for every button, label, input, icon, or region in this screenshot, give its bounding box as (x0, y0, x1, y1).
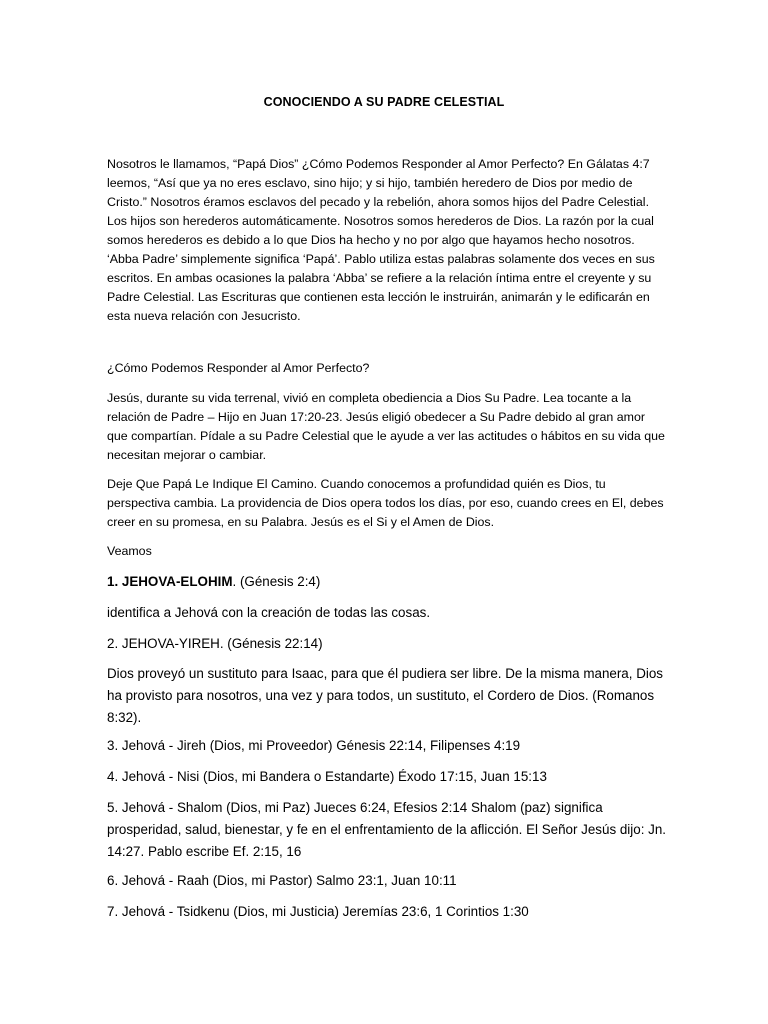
item-7: 7. Jehová - Tsidkenu (Dios, mi Justicia) Jeremías 23:6, 1 Corintios 1:30 (107, 904, 529, 919)
item-1-heading (107, 571, 667, 593)
question-heading: ¿Cómo Podemos Responder al Amor Perfecto? (107, 361, 370, 375)
item-3: 3. Jehová - Jireh (Dios, mi Proveedor) Génesis 22:14, Filipenses 4:19 (107, 738, 521, 753)
item-2-description: Dios proveyó un sustituto para Isaac, para que él pudiera ser libre. De la misma manera, Dios ha provisto para nosotros, una vez y para todos, un sustituto, el Cordero de Dios. (Romanos 8:32). (107, 666, 663, 725)
item-1-reference: . (Génesis 2:4) (232, 574, 321, 589)
obedience-paragraph: Jesús, durante su vida terrenal, vivió en completa obediencia a Dios Su Padre. Lea tocante a la relación de Padre – Hijo en Juan 17:20-23. Jesús eligió obedecer a Su Padre debido al gran amor que compartían. Pídale a su Padre Celestial que le ayude a ver las actitudes o hábitos en su vida que necesitan mejorar o cambiar. (107, 391, 665, 462)
item-2-heading: 2. JEHOVA-YIREH. (Génesis 22:14) (107, 636, 323, 651)
item-1-name: 1. JEHOVA-ELOHIM (107, 574, 233, 589)
item-1-description: identifica a Jehová con la creación de todas las cosas. (107, 605, 431, 620)
document-title: CONOCIENDO A SU PADRE CELESTIAL (263, 95, 505, 109)
way-paragraph: Deje Que Papá Le Indique El Camino. Cuando conocemos a profundidad quién es Dios, tu perspectiva cambia. La providencia de Dios opera todos los días, por eso, cuando crees en El, debes creer en su promesa, en su Palabra. Jesús es el Si y el Amen de Dios. (107, 477, 664, 529)
item-6: 6. Jehová - Raah (Dios, mi Pastor) Salmo 23:1, Juan 10:11 (107, 873, 457, 888)
veamos-label: Veamos (107, 544, 152, 558)
intro-paragraph: Nosotros le llamamos, “Papá Dios” ¿Cómo Podemos Responder al Amor Perfecto? En Gálatas 4:7 leemos, “Así que ya no eres esclavo, sino hijo; y si hijo, también heredero de Dios por medio de Cristo.” Nosotros éramos esclavos del pecado y la rebelión, ahora somos hijos del Padre Celestial. Los hijos son herederos automáticamente. Nosotros somos herederos de Dios. La razón por la cual somos herederos es debido a lo que Dios ha hecho y no por algo que hayamos hecho nosotros. ‘Abba Padre’ simplemente significa ‘Papá’. Pablo utiliza estas palabras solamente dos veces en sus escritos. En ambas ocasiones la palabra ‘Abba’ se refiere a la relación íntima entre el creyente y su Padre Celestial. Las Escrituras que contienen esta lección le instruirán, animarán y le edificarán en esta nueva relación con Jesucristo. (107, 157, 655, 323)
item-5: 5. Jehová - Shalom (Dios, mi Paz) Jueces 6:24, Efesios 2:14 Shalom (paz) significa prosperidad, salud, bienestar, y fe en el enfrentamiento de la aflicción. El Señor Jesús dijo: Jn. 14:27. Pablo escribe Ef. 2:15, 16 (107, 800, 667, 859)
item-4: 4. Jehová - Nisi (Dios, mi Bandera o Estandarte) Éxodo 17:15, Juan 15:13 (107, 769, 547, 784)
